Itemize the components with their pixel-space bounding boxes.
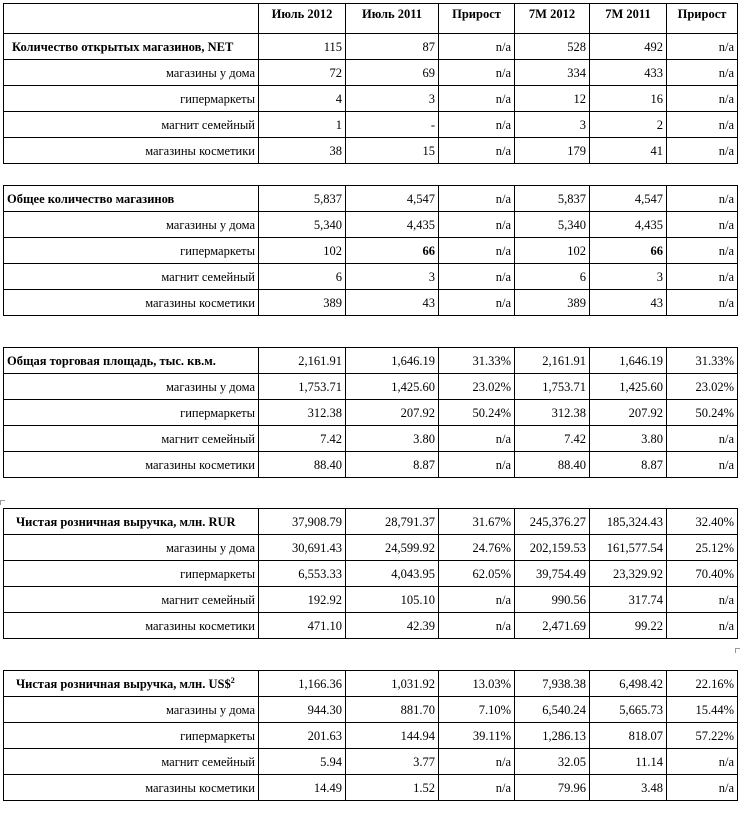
cell: n/a — [667, 613, 738, 639]
row-label: магнит семейный — [4, 112, 259, 138]
cell: 389 — [259, 290, 346, 316]
cell: 492 — [590, 34, 667, 60]
header-cell: Прирост — [439, 4, 515, 34]
header-cell: 7M 2012 — [515, 4, 590, 34]
cell: 31.67% — [439, 509, 515, 535]
table-sales-area — [3, 347, 738, 478]
cell: 4,435 — [590, 212, 667, 238]
row-label: гипермаркеты — [4, 561, 259, 587]
row-label: магазины у дома — [4, 212, 259, 238]
cell: 317.74 — [590, 587, 667, 613]
cell: n/a — [439, 613, 515, 639]
cell: 32.40% — [667, 509, 738, 535]
cell: 1,166.36 — [259, 671, 346, 697]
cell: 5,340 — [515, 212, 590, 238]
table-row — [4, 238, 738, 264]
header-cell: Июль 2012 — [259, 4, 346, 34]
cell: n/a — [439, 452, 515, 478]
cell: 944.30 — [259, 697, 346, 723]
row-label: гипермаркеты — [4, 86, 259, 112]
header-cell: Июль 2011 — [346, 4, 439, 34]
cell: 3.77 — [346, 749, 439, 775]
cell: n/a — [667, 452, 738, 478]
footnote-mark: 2 — [230, 675, 235, 685]
section-title: Общая торговая площадь, тыс. кв.м. — [4, 348, 259, 374]
cell: n/a — [667, 238, 738, 264]
table-row — [4, 138, 738, 164]
table-row — [4, 749, 738, 775]
cell: n/a — [439, 264, 515, 290]
table-total-stores — [3, 185, 738, 316]
cell: 334 — [515, 60, 590, 86]
cell: 1,425.60 — [590, 374, 667, 400]
table-row — [4, 426, 738, 452]
cell: n/a — [439, 775, 515, 801]
cell: 31.33% — [667, 348, 738, 374]
cell: 990.56 — [515, 587, 590, 613]
cell: 15 — [346, 138, 439, 164]
cell: n/a — [439, 186, 515, 212]
cell: 7.10% — [439, 697, 515, 723]
cell: 43 — [346, 290, 439, 316]
cell: 1,031.92 — [346, 671, 439, 697]
cell: 312.38 — [515, 400, 590, 426]
table-row — [4, 264, 738, 290]
cell: 50.24% — [439, 400, 515, 426]
table-row — [4, 587, 738, 613]
cell: 5.94 — [259, 749, 346, 775]
table-row — [4, 509, 738, 535]
text-boundary-mark — [0, 500, 5, 505]
cell: 11.14 — [590, 749, 667, 775]
cell: 1,753.71 — [515, 374, 590, 400]
cell: n/a — [439, 112, 515, 138]
row-label: магазины косметики — [4, 138, 259, 164]
cell: 7.42 — [259, 426, 346, 452]
table-row — [4, 290, 738, 316]
cell: 881.70 — [346, 697, 439, 723]
header-corner — [4, 4, 259, 34]
row-label: магазины у дома — [4, 697, 259, 723]
table-row — [4, 452, 738, 478]
cell: n/a — [439, 86, 515, 112]
cell: 4 — [259, 86, 346, 112]
cell: 105.10 — [346, 587, 439, 613]
row-label: гипермаркеты — [4, 400, 259, 426]
cell: 41 — [590, 138, 667, 164]
row-label: магнит семейный — [4, 264, 259, 290]
cell: n/a — [667, 775, 738, 801]
table-row — [4, 60, 738, 86]
cell: 185,324.43 — [590, 509, 667, 535]
cell: 6,540.24 — [515, 697, 590, 723]
table-row — [4, 535, 738, 561]
cell: n/a — [667, 112, 738, 138]
text-boundary-mark — [735, 648, 740, 653]
cell: n/a — [667, 290, 738, 316]
cell: 1.52 — [346, 775, 439, 801]
cell: 179 — [515, 138, 590, 164]
cell: 7,938.38 — [515, 671, 590, 697]
cell: 6 — [259, 264, 346, 290]
table-row — [4, 671, 738, 697]
cell: 207.92 — [346, 400, 439, 426]
cell: 66 — [346, 238, 439, 264]
cell: 88.40 — [259, 452, 346, 478]
cell: 389 — [515, 290, 590, 316]
cell: 69 — [346, 60, 439, 86]
cell: 14.49 — [259, 775, 346, 801]
cell: 1,286.13 — [515, 723, 590, 749]
cell: 6,498.42 — [590, 671, 667, 697]
cell: 201.63 — [259, 723, 346, 749]
table-opened-stores — [3, 3, 738, 164]
cell: 3 — [346, 86, 439, 112]
cell: 3 — [590, 264, 667, 290]
cell: 161,577.54 — [590, 535, 667, 561]
cell: 39.11% — [439, 723, 515, 749]
cell: 50.24% — [667, 400, 738, 426]
row-label: магазины косметики — [4, 775, 259, 801]
table-row — [4, 400, 738, 426]
cell: 24.76% — [439, 535, 515, 561]
cell: 433 — [590, 60, 667, 86]
cell: 471.10 — [259, 613, 346, 639]
cell: 3 — [515, 112, 590, 138]
table-row — [4, 374, 738, 400]
table-row — [4, 697, 738, 723]
cell: n/a — [667, 264, 738, 290]
cell: 43 — [590, 290, 667, 316]
cell: 192.92 — [259, 587, 346, 613]
cell: 1,646.19 — [590, 348, 667, 374]
section-title-text: Чистая розничная выручка, млн. US$ — [16, 676, 231, 691]
row-label: гипермаркеты — [4, 238, 259, 264]
row-label: магазины у дома — [4, 535, 259, 561]
table-row — [4, 212, 738, 238]
cell: 7.42 — [515, 426, 590, 452]
table-row — [4, 186, 738, 212]
cell: n/a — [439, 34, 515, 60]
table-row — [4, 348, 738, 374]
cell: n/a — [439, 238, 515, 264]
cell: 99.22 — [590, 613, 667, 639]
cell: 4,435 — [346, 212, 439, 238]
cell: 4,547 — [346, 186, 439, 212]
cell: 3.48 — [590, 775, 667, 801]
table-row — [4, 86, 738, 112]
table-row — [4, 723, 738, 749]
row-label: магнит семейный — [4, 426, 259, 452]
cell: 23.02% — [439, 374, 515, 400]
cell: 5,837 — [515, 186, 590, 212]
section-title: Общее количество магазинов — [4, 186, 259, 212]
cell: n/a — [667, 86, 738, 112]
cell: 15.44% — [667, 697, 738, 723]
cell: 102 — [259, 238, 346, 264]
cell: n/a — [667, 60, 738, 86]
cell: 70.40% — [667, 561, 738, 587]
cell: 8.87 — [590, 452, 667, 478]
table-row — [4, 613, 738, 639]
row-label: магазины косметики — [4, 613, 259, 639]
header-row — [4, 4, 738, 34]
cell: n/a — [667, 749, 738, 775]
cell: 23,329.92 — [590, 561, 667, 587]
cell: 28,791.37 — [346, 509, 439, 535]
cell: 16 — [590, 86, 667, 112]
cell: 528 — [515, 34, 590, 60]
cell: n/a — [667, 426, 738, 452]
cell: 23.02% — [667, 374, 738, 400]
cell: n/a — [667, 587, 738, 613]
cell: n/a — [439, 212, 515, 238]
cell: n/a — [439, 290, 515, 316]
row-label: магнит семейный — [4, 587, 259, 613]
cell: 1 — [259, 112, 346, 138]
cell: 2,161.91 — [515, 348, 590, 374]
section-title: Количество открытых магазинов, NET — [4, 34, 259, 60]
cell: 818.07 — [590, 723, 667, 749]
row-label: магазины косметики — [4, 290, 259, 316]
cell: 2,471.69 — [515, 613, 590, 639]
section-title — [4, 671, 259, 697]
cell: 4,547 — [590, 186, 667, 212]
cell: 30,691.43 — [259, 535, 346, 561]
cell: 5,837 — [259, 186, 346, 212]
cell: n/a — [439, 60, 515, 86]
cell: 88.40 — [515, 452, 590, 478]
cell: n/a — [439, 587, 515, 613]
row-label: магнит семейный — [4, 749, 259, 775]
cell: 25.12% — [667, 535, 738, 561]
cell: 39,754.49 — [515, 561, 590, 587]
row-label: магазины косметики — [4, 452, 259, 478]
cell: n/a — [667, 212, 738, 238]
cell: 22.16% — [667, 671, 738, 697]
cell: 5,340 — [259, 212, 346, 238]
cell: 144.94 — [346, 723, 439, 749]
cell: 3 — [346, 264, 439, 290]
cell: 2 — [590, 112, 667, 138]
cell: 5,665.73 — [590, 697, 667, 723]
row-label: магазины у дома — [4, 60, 259, 86]
cell: n/a — [667, 34, 738, 60]
header-cell: 7M 2011 — [590, 4, 667, 34]
cell: 32.05 — [515, 749, 590, 775]
cell: 6,553.33 — [259, 561, 346, 587]
cell: 37,908.79 — [259, 509, 346, 535]
cell: 57.22% — [667, 723, 738, 749]
cell: 3.80 — [346, 426, 439, 452]
cell: 3.80 — [590, 426, 667, 452]
cell: n/a — [439, 749, 515, 775]
cell: 62.05% — [439, 561, 515, 587]
cell: 87 — [346, 34, 439, 60]
section-title: Чистая розничная выручка, млн. RUR — [4, 509, 259, 535]
cell: 115 — [259, 34, 346, 60]
cell: 38 — [259, 138, 346, 164]
cell: 66 — [590, 238, 667, 264]
cell: 202,159.53 — [515, 535, 590, 561]
table-revenue-rur — [3, 508, 738, 639]
cell: 31.33% — [439, 348, 515, 374]
cell: 4,043.95 — [346, 561, 439, 587]
cell: n/a — [667, 138, 738, 164]
cell: 79.96 — [515, 775, 590, 801]
cell: 1,753.71 — [259, 374, 346, 400]
row-label: магазины у дома — [4, 374, 259, 400]
cell: 312.38 — [259, 400, 346, 426]
cell: n/a — [667, 186, 738, 212]
cell: 1,646.19 — [346, 348, 439, 374]
row-label: гипермаркеты — [4, 723, 259, 749]
cell: 8.87 — [346, 452, 439, 478]
table-row — [4, 112, 738, 138]
cell: n/a — [439, 138, 515, 164]
table-row — [4, 34, 738, 60]
cell: 72 — [259, 60, 346, 86]
cell: n/a — [439, 426, 515, 452]
header-cell: Прирост — [667, 4, 738, 34]
cell: 2,161.91 — [259, 348, 346, 374]
table-row — [4, 561, 738, 587]
cell: 6 — [515, 264, 590, 290]
table-row — [4, 775, 738, 801]
cell: 13.03% — [439, 671, 515, 697]
cell: 12 — [515, 86, 590, 112]
cell: 42.39 — [346, 613, 439, 639]
cell: 1,425.60 — [346, 374, 439, 400]
cell: - — [346, 112, 439, 138]
cell: 24,599.92 — [346, 535, 439, 561]
cell: 102 — [515, 238, 590, 264]
table-revenue-usd — [3, 670, 738, 801]
cell: 245,376.27 — [515, 509, 590, 535]
cell: 207.92 — [590, 400, 667, 426]
